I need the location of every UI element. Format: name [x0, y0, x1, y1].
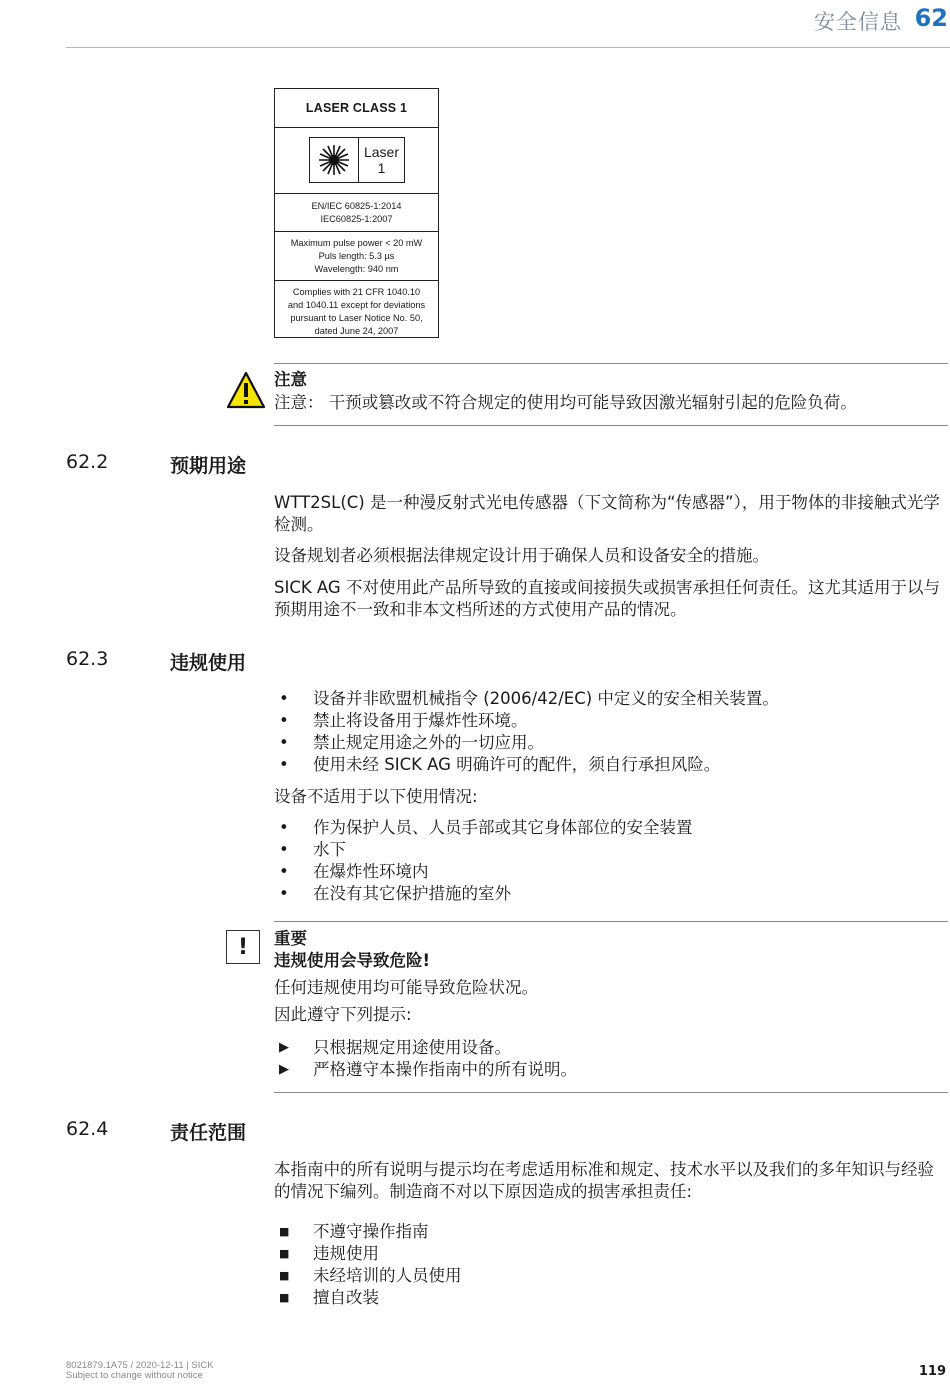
important-line: 任何违规使用均可能导致危险状况。	[274, 978, 538, 997]
liability-list	[274, 1221, 944, 1309]
bullet-marker: •	[279, 733, 289, 752]
compliance-line: Complies with 21 CFR 1040.10	[292, 287, 421, 297]
square-marker: ■	[279, 1225, 290, 1238]
compliance-line: and 1040.11 except for deviations	[287, 300, 426, 310]
laser-symbol-word: Laser	[363, 144, 400, 160]
laser-symbol-box	[309, 137, 405, 183]
paragraph: 设备不适用于以下使用情况:	[274, 787, 478, 806]
arrow-marker-icon: ▶	[279, 1040, 289, 1055]
unsuitable-use-list	[274, 817, 944, 905]
warning-triangle-icon	[226, 370, 266, 414]
bullet-marker: •	[279, 884, 289, 903]
header-chapter-number: 62	[914, 4, 948, 32]
bullet-marker: •	[279, 755, 289, 774]
list-item: • 在没有其它保护措施的室外	[279, 884, 511, 903]
header-divider	[66, 47, 950, 48]
bullet-marker: •	[279, 689, 289, 708]
section-title: 责任范围	[170, 1122, 247, 1144]
paragraph: 设备规划者必须根据法律规定设计用于确保人员和设备安全的措施。	[274, 546, 769, 565]
list-item: ▶ 只根据规定用途使用设备。	[279, 1038, 511, 1057]
square-marker: ■	[279, 1291, 290, 1304]
laser-symbol-class: 1	[377, 160, 386, 176]
important-top-rule	[274, 921, 948, 922]
list-item: ■ 不遵守操作指南	[279, 1222, 429, 1241]
laser-class-label	[274, 88, 439, 338]
laser-symbol-text	[359, 138, 404, 182]
footer-doc-info	[66, 1361, 214, 1381]
list-item: • 禁止规定用途之外的一切应用。	[279, 733, 544, 752]
important-line: 因此遵守下列提示:	[274, 1005, 412, 1024]
page-number: 119	[918, 1364, 946, 1379]
paragraph: SICK AG 不对使用此产品所导致的直接或间接损失或损害承担任何责任。这尤其适用于以与预期用途不一致和非本文档所述的方式使用产品的情况。	[274, 578, 940, 619]
caution-text: 注意： 干预或篡改或不符合规定的使用均可能导致因激光辐射引起的危险负荷。	[274, 393, 857, 412]
list-item: • 作为保护人员、人员手部或其它身体部位的安全装置	[279, 818, 693, 837]
footer-doc-line: 8021879.1A75 / 2020-12-11 | SICK	[66, 1360, 214, 1371]
paragraph: WTT2SL(C) 是一种漫反射式光电传感器（下文简称为“传感器”），用于物体的非接触式光学检测。	[274, 493, 940, 534]
list-item: ■ 未经培训的人员使用	[279, 1266, 462, 1285]
caution-bottom-rule	[274, 425, 948, 426]
compliance-line: dated June 24, 2007	[314, 326, 399, 336]
laser-compliance	[275, 281, 438, 338]
bullet-marker: •	[279, 840, 289, 859]
standard-line: IEC60825-1:2007	[320, 214, 393, 224]
list-item: ■ 违规使用	[279, 1244, 379, 1263]
square-marker: ■	[279, 1247, 290, 1260]
section-title: 违规使用	[170, 652, 247, 674]
exclamation-icon: !	[226, 930, 260, 964]
important-heading: 重要	[274, 929, 307, 948]
important-steps	[274, 1037, 944, 1081]
laser-standards	[275, 194, 438, 232]
section-number: 62.2	[66, 451, 109, 473]
bullet-marker: •	[279, 862, 289, 881]
paragraph: 本指南中的所有说明与提示均在考虑适用标准和规定、技术水平以及我们的多年知识与经验的情况下编列。制造商不对以下原因造成的损害承担责任:	[274, 1160, 934, 1201]
compliance-line: pursuant to Laser Notice No. 50,	[290, 313, 423, 323]
arrow-marker-icon: ▶	[279, 1062, 289, 1077]
list-item: ▶ 严格遵守本操作指南中的所有说明。	[279, 1060, 577, 1079]
section-number: 62.3	[66, 648, 109, 670]
important-bottom-rule	[274, 1092, 948, 1093]
list-item: • 在爆炸性环境内	[279, 862, 429, 881]
list-item: • 禁止将设备用于爆炸性环境。	[279, 711, 528, 730]
laser-label-title: LASER CLASS 1	[275, 89, 438, 128]
list-item: • 水下	[279, 840, 346, 859]
section-title: 预期用途	[170, 455, 247, 477]
important-subheading: 违规使用会导致危险!	[274, 951, 431, 970]
caution-heading: 注意	[274, 370, 307, 389]
laser-specs	[275, 232, 438, 281]
square-marker: ■	[279, 1269, 290, 1282]
header-section-title: 安全信息	[814, 10, 902, 34]
spec-line: Wavelength: 940 nm	[314, 264, 399, 274]
laser-starburst-icon	[310, 138, 359, 182]
section-number: 62.4	[66, 1118, 109, 1140]
list-item: ■ 擅自改装	[279, 1288, 379, 1307]
footer-note: Subject to change without notice	[66, 1370, 203, 1381]
spec-line: Maximum pulse power < 20 mW	[290, 238, 423, 248]
spec-line: Puls length: 5.3 µs	[318, 251, 395, 261]
bullet-marker: •	[279, 711, 289, 730]
caution-top-rule	[274, 363, 948, 364]
bullet-marker: •	[279, 818, 289, 837]
misuse-list	[274, 688, 944, 776]
list-item: • 使用未经 SICK AG 明确许可的配件，须自行承担风险。	[279, 755, 721, 774]
laser-symbol-row	[275, 128, 438, 194]
standard-line: EN/IEC 60825-1:2014	[311, 201, 402, 211]
list-item: • 设备并非欧盟机械指令 (2006/42/EC) 中定义的安全相关装置。	[279, 689, 779, 708]
